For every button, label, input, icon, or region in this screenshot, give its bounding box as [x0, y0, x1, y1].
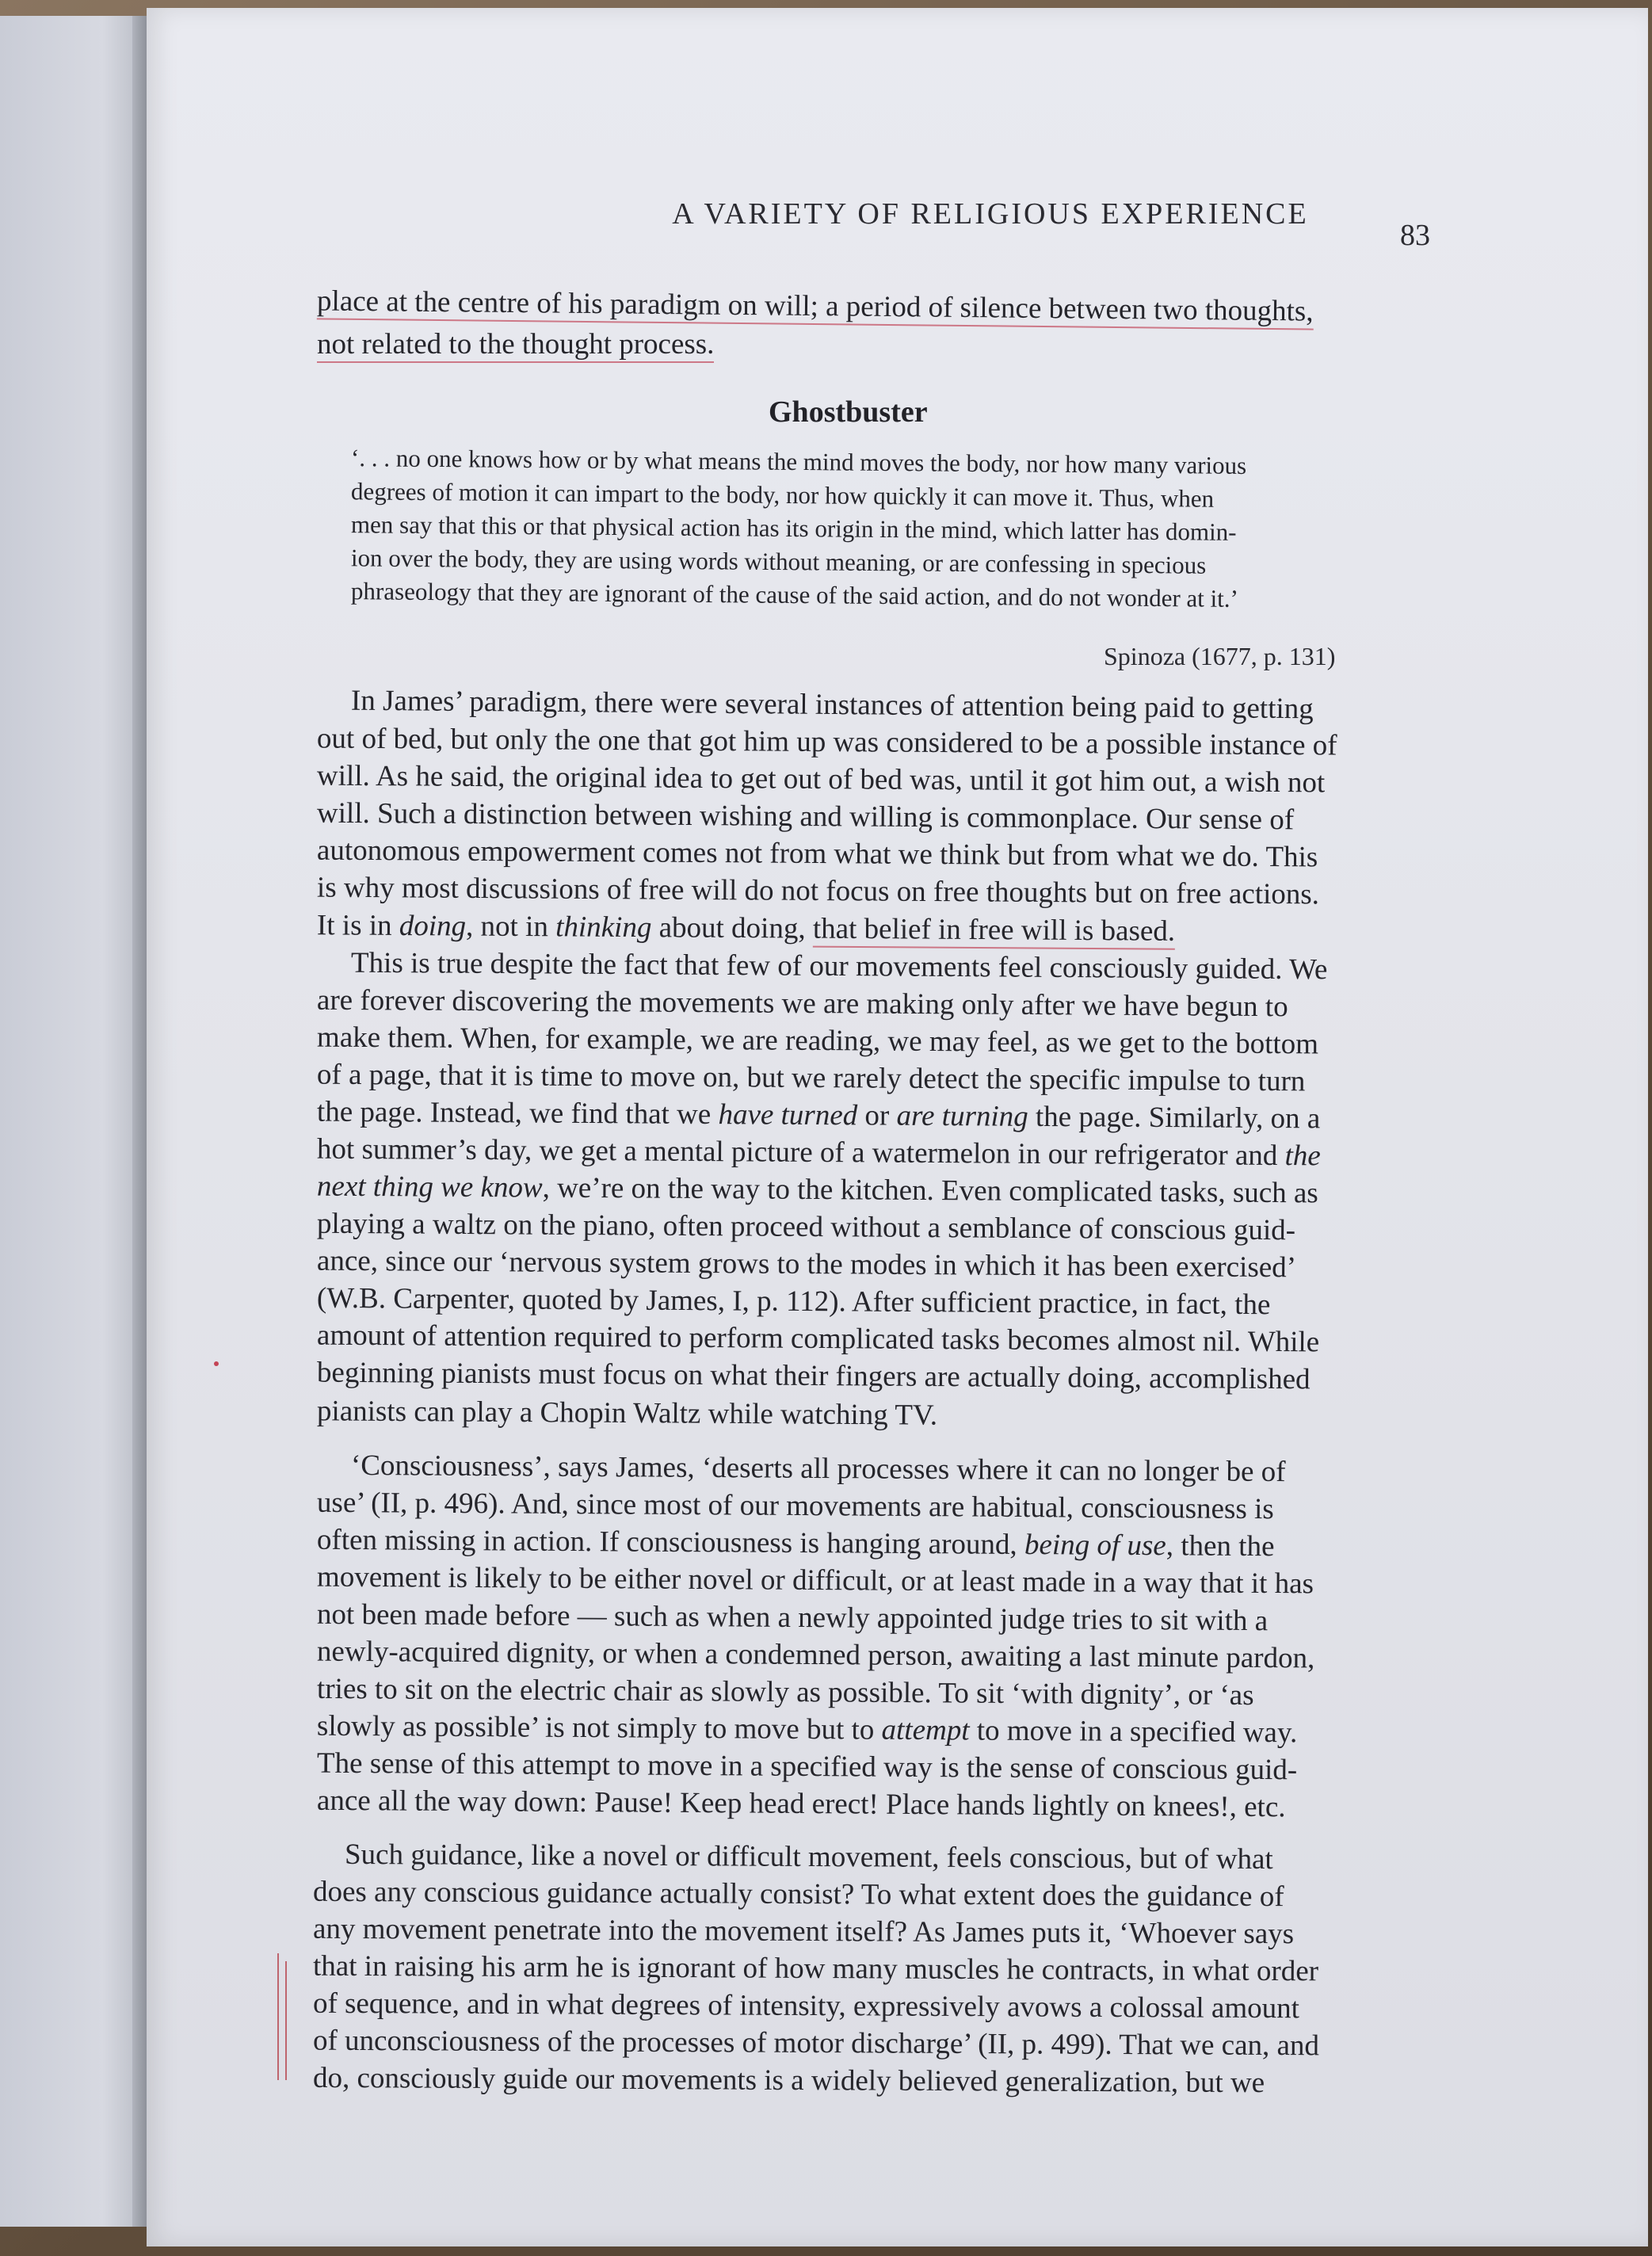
quote-line: phraseology that they are ignorant of the cause of the said action, and do not wonder at it.’ — [350, 577, 1239, 613]
text-line: It is in doing, not in thinking about doing, that belief in free will is based. — [317, 908, 1175, 949]
text-line: make them. When, for example, we are reading, we may feel, as we get to the bottom — [316, 1021, 1319, 1061]
text-line: of sequence, and in what degrees of intensity, expressively avows a colossal amount — [312, 1987, 1300, 2025]
text-line: This is true despite the fact that few of our movements feel consciously guided. We — [350, 946, 1328, 987]
text-line: are forever discovering the movements we are making only after we have begun to — [316, 983, 1288, 1024]
running-head: A VARIETY OF RELIGIOUS EXPERIENCE — [672, 197, 1309, 231]
margin-dot — [214, 1361, 219, 1366]
text-line: newly-acquired dignity, or when a condemned person, awaiting a last minute pardon, — [316, 1635, 1315, 1675]
text-line: Such guidance, like a novel or difficult movement, feels conscious, but of what — [344, 1838, 1273, 1876]
text-line: autonomous empowerment comes not from what we think but from what we do. This — [316, 834, 1318, 874]
text-line: that in raising his arm he is ignorant of how many muscles he contracts, in what order — [312, 1949, 1319, 1988]
text-line — [317, 327, 714, 361]
text-line: does any conscious guidance actually consist? To what extent does the guidance of — [312, 1875, 1284, 1914]
text-line: tries to sit on the electric chair as slowly as possible. To sit ‘with dignity’, or ‘as — [316, 1672, 1254, 1712]
text-line: movement is likely to be either novel or difficult, or at least made in a way that it has — [316, 1560, 1314, 1601]
text-line: pianists can play a Chopin Waltz while watching TV. — [316, 1395, 938, 1432]
margin-annotation-line — [277, 1953, 279, 2080]
text-line: any movement penetrate into the movement itself? As James puts it, ‘Whoever says — [312, 1912, 1295, 1951]
text-line: will. Such a distinction between wishing and willing is commonplace. Our sense of — [316, 796, 1295, 837]
underlined-text: that belief in free will is based. — [813, 913, 1176, 950]
text-line: ance all the way down: Pause! Keep head erect! Place hands lightly on knees!, etc. — [316, 1784, 1286, 1824]
book-page — [147, 8, 1648, 2246]
text-line: of unconsciousness of the processes of motor discharge’ (II, p. 499). That we can, and — [312, 2024, 1320, 2063]
quote-line: ‘. . . no one knows how or by what means the mind moves the body, nor how many various — [350, 444, 1247, 479]
text-line: In James’ paradigm, there were several instances of attention being paid to getting — [350, 684, 1314, 726]
text-line: out of bed, but only the one that got him up was considered to be a possible instance of — [316, 722, 1337, 762]
quote-line: ion over the body, they are using words without meaning, or are confessing in specious — [350, 544, 1207, 579]
text-line — [317, 284, 1314, 328]
text-line: The sense of this attempt to move in a specified way is the sense of conscious guid- — [316, 1746, 1298, 1787]
text-line: of a page, that it is time to move on, but we rarely detect the specific impulse to turn — [316, 1058, 1306, 1098]
text-line: ance, since our ‘nervous system grows to the modes in which it has been exercised’ — [316, 1244, 1297, 1285]
text-line: playing a waltz on the piano, often proceed without a semblance of conscious guid- — [316, 1207, 1296, 1247]
quote-line: men say that this or that physical action has its origin in the mind, which latter has domin- — [350, 510, 1237, 546]
text-line: amount of attention required to perform complicated tasks becomes almost nil. While — [316, 1319, 1320, 1359]
text-line: the page. Instead, we find that we have turned or are turning the page. Similarly, on a — [316, 1095, 1321, 1136]
book-gutter — [132, 16, 147, 2227]
text-line: hot summer’s day, we get a mental picture of a watermelon in our refrigerator and the — [316, 1132, 1321, 1173]
section-heading: Ghostbuster — [769, 395, 928, 429]
underlined-text: not related to the thought process. — [317, 328, 714, 363]
page-number: 83 — [1400, 219, 1430, 252]
text-line: not been made before — such as when a newly appointed judge tries to sit with a — [316, 1598, 1269, 1638]
quote-attribution: Spinoza (1677, p. 131) — [1104, 642, 1336, 670]
underlined-text: place at the centre of his paradigm on will; a period of silence between two thoughts, — [317, 284, 1314, 330]
text-line: beginning pianists must focus on what their fingers are actually doing, accomplished — [316, 1356, 1311, 1396]
text-line: do, consciously guide our movements is a widely believed generalization, but we — [312, 2061, 1265, 2100]
quote-line: degrees of motion it can impart to the body, nor how quickly it can move it. Thus, when — [350, 477, 1215, 513]
text-line: often missing in action. If consciousness is hanging around, being of use, then the — [316, 1523, 1275, 1563]
text-line: ‘Consciousness’, says James, ‘deserts all processes where it can no longer be of — [350, 1449, 1286, 1489]
text-line: (W.B. Carpenter, quoted by James, I, p. 112). After sufficient practice, in fact, the — [316, 1281, 1271, 1322]
text-line: use’ (II, p. 496). And, since most of our movements are habitual, consciousness is — [316, 1486, 1274, 1526]
margin-annotation-line — [285, 1961, 287, 2080]
text-line: will. As he said, the original idea to get out of bed was, until it got him out, a wish not — [316, 759, 1326, 800]
text-line: next thing we know, we’re on the way to the kitchen. Even complicated tasks, such as — [316, 1170, 1318, 1210]
left-page-edge — [0, 16, 148, 2227]
text-line: slowly as possible’ is not simply to move but to attempt to move in a specified way. — [316, 1709, 1298, 1750]
text-line: is why most discussions of free will do not focus on free thoughts but on free actions. — [316, 871, 1320, 911]
